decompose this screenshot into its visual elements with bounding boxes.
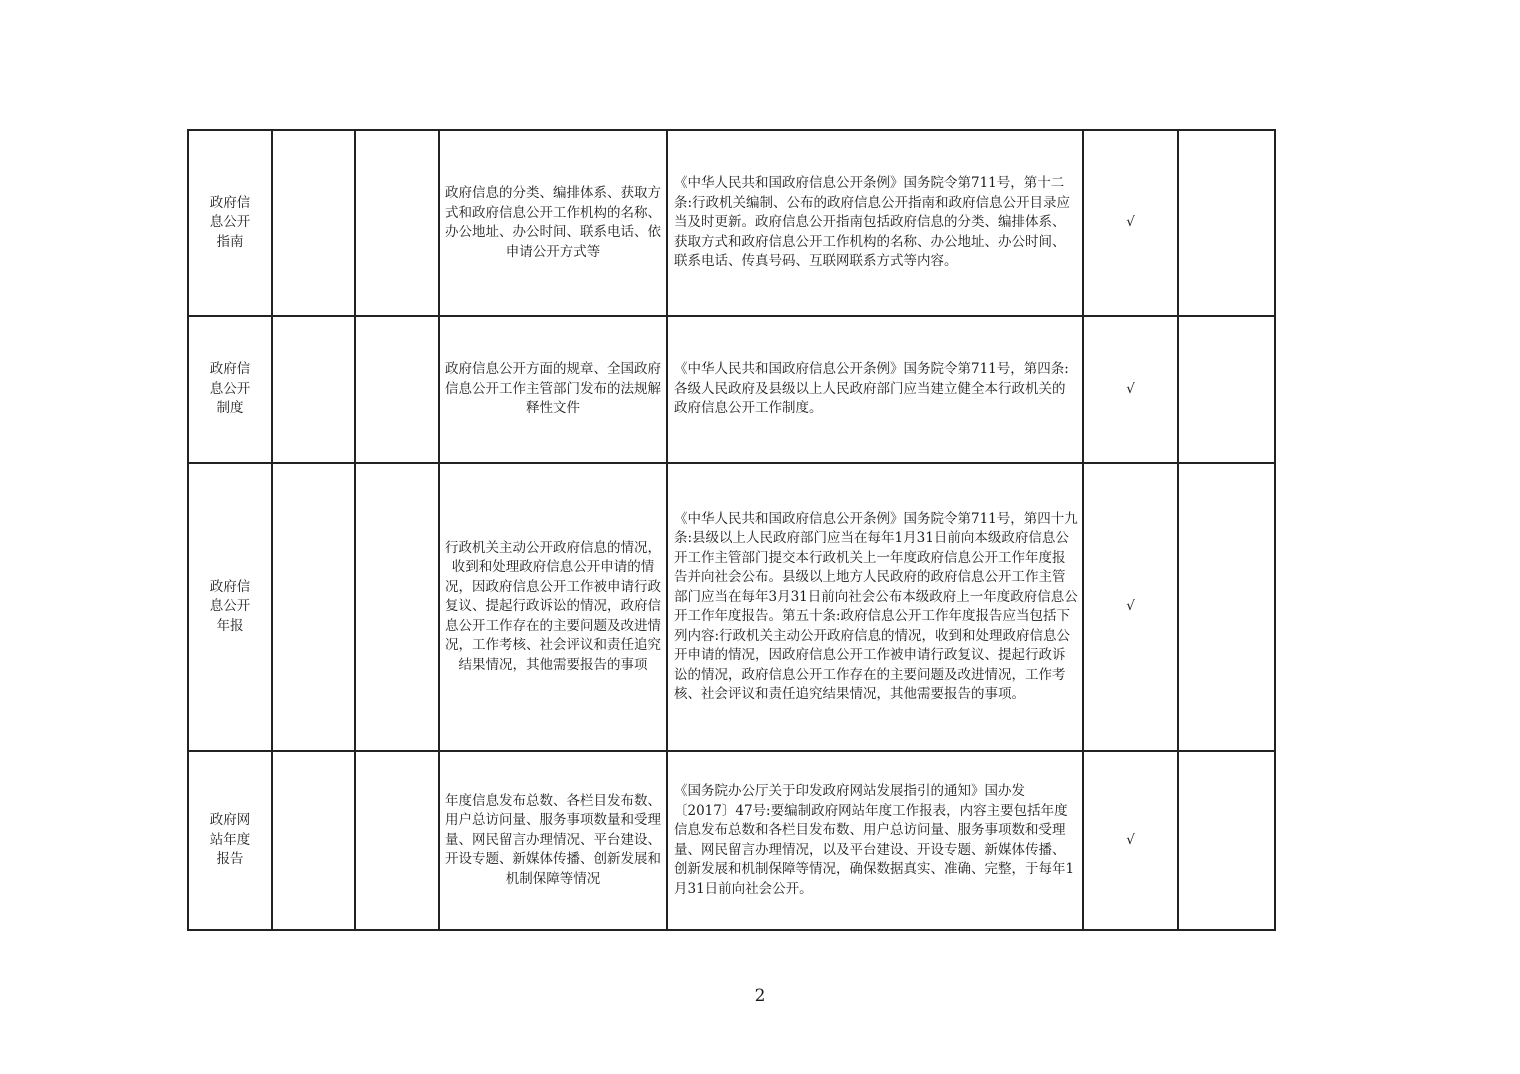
table-row [188,463,1275,751]
basis-cell: 《中华人民共和国政府信息公开条例》国务院令第711号，第四十九条:县级以上人民政府部门应当在每年1月31日前向本级政府信息公开工作主管部门提交本行政机关上一年度政府信息公开工作年度报告并向社会公布。县级以上地方人民政府的政府信息公开工作主管部门应当在每年3月31日前向社会公布本级政府上一年度政府信息公开工作年度报告。第五十条:政府信息公开工作年度报告应当包括下列内容:行政机关主动公开政府信息的情况，收到和处理政府信息公开申请的情况，因政府信息公开工作被申请行政复议、提起行政诉讼的情况，政府信息公开工作存在的主要问题及改进情况，工作考核、社会评议和责任追究结果情况，其他需要报告的事项。 [667,463,1083,751]
empty-cell [1178,130,1275,316]
empty-cell [1178,463,1275,751]
item-name-cell: 政府信息公开指南 [188,130,272,316]
item-name-cell: 政府信息公开制度 [188,316,272,463]
empty-cell [355,463,439,751]
empty-cell [272,463,355,751]
empty-cell [355,751,439,930]
empty-cell [272,751,355,930]
table-row [188,751,1275,930]
item-name-cell: 政府信息公开年报 [188,463,272,751]
empty-cell [355,130,439,316]
empty-cell [1178,751,1275,930]
table-row [188,316,1275,463]
disclosure-table [187,129,1276,931]
checkmark-cell: √ [1083,463,1178,751]
checkmark-cell: √ [1083,751,1178,930]
checkmark-cell: √ [1083,130,1178,316]
basis-cell: 《国务院办公厅关于印发政府网站发展指引的通知》国办发〔2017〕47号:要编制政府网站年度工作报表，内容主要包括年度信息发布总数和各栏目发布数、用户总访问量、服务事项数和受理量、网民留言办理情况，以及平台建设、开设专题、新媒体传播、创新发展和机制保障等情况，确保数据真实、准确、完整，于每年1月31日前向社会公开。 [667,751,1083,930]
basis-cell: 《中华人民共和国政府信息公开条例》国务院令第711号，第四条:各级人民政府及县级以上人民政府部门应当建立健全本行政机关的政府信息公开工作制度。 [667,316,1083,463]
empty-cell [272,316,355,463]
empty-cell [355,316,439,463]
table-row [188,130,1275,316]
basis-cell: 《中华人民共和国政府信息公开条例》国务院令第711号，第十二条:行政机关编制、公布的政府信息公开指南和政府信息公开目录应当及时更新。政府信息公开指南包括政府信息的分类、编排体系、获取方式和政府信息公开工作机构的名称、办公地址、办公时间、联系电话、传真号码、互联网联系方式等内容。 [667,130,1083,316]
content-cell: 政府信息公开方面的规章、全国政府信息公开工作主管部门发布的法规解释性文件 [439,316,667,463]
page-number: 2 [754,986,766,1006]
content-cell: 行政机关主动公开政府信息的情况，收到和处理政府信息公开申请的情况，因政府信息公开工作被申请行政复议、提起行政诉讼的情况，政府信息公开工作存在的主要问题及改进情况，工作考核、社会评议和责任追究结果情况，其他需要报告的事项 [439,463,667,751]
empty-cell [272,130,355,316]
content-cell: 年度信息发布总数、各栏目发布数、用户总访问量、服务事项数量和受理量、网民留言办理情况、平台建设、开设专题、新媒体传播、创新发展和机制保障等情况 [439,751,667,930]
content-cell: 政府信息的分类、编排体系、获取方式和政府信息公开工作机构的名称、办公地址、办公时间、联系电话、依申请公开方式等 [439,130,667,316]
empty-cell [1178,316,1275,463]
item-name-cell: 政府网站年度报告 [188,751,272,930]
checkmark-cell: √ [1083,316,1178,463]
